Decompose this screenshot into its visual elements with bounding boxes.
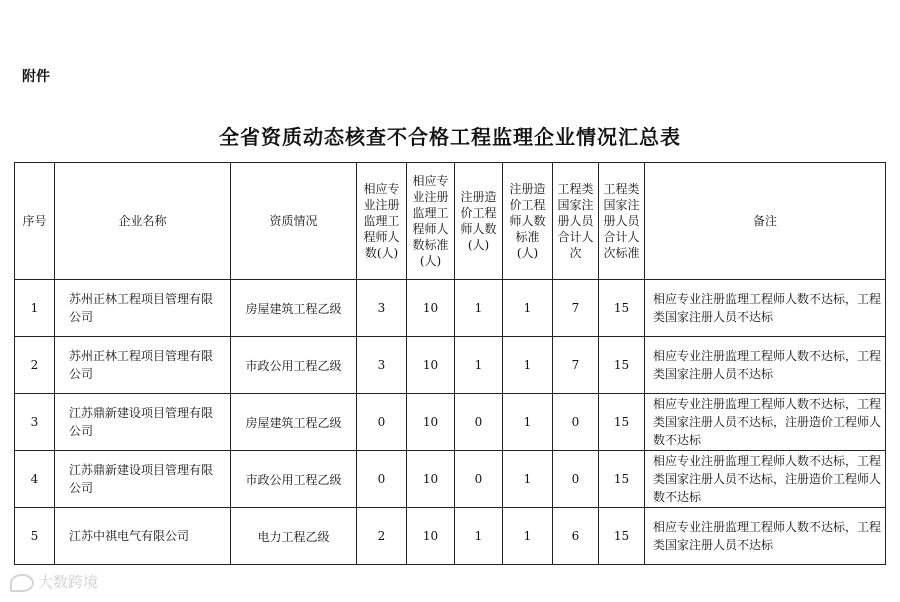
cell-supervisor-standard: 10 — [407, 394, 455, 451]
cell-national-registered-standard: 15 — [599, 394, 645, 451]
table-header-row — [15, 163, 886, 280]
cell-seq: 5 — [15, 508, 55, 565]
cell-supervisor-count: 0 — [357, 451, 407, 508]
header-national-registered-total: 工程类国家注册人员合计人次 — [553, 163, 599, 280]
cell-national-registered-total: 6 — [553, 508, 599, 565]
cell-supervisor-count: 2 — [357, 508, 407, 565]
cell-cost-engineer-count: 1 — [455, 280, 503, 337]
cell-qualification: 市政公用工程乙级 — [231, 337, 357, 394]
header-company-name: 企业名称 — [55, 163, 231, 280]
cell-national-registered-standard: 15 — [599, 280, 645, 337]
attachment-label: 附件 — [22, 69, 50, 85]
cell-national-registered-total: 7 — [553, 337, 599, 394]
cell-cost-engineer-standard: 1 — [503, 280, 553, 337]
cell-qualification: 电力工程乙级 — [231, 508, 357, 565]
cell-company-name: 江苏中祺电气有限公司 — [55, 508, 231, 565]
cell-supervisor-count: 0 — [357, 394, 407, 451]
header-qualification: 资质情况 — [231, 163, 357, 280]
document-title: 全省资质动态核查不合格工程监理企业情况汇总表 — [219, 125, 681, 149]
cell-national-registered-standard: 15 — [599, 337, 645, 394]
header-supervisor-standard: 相应专业注册监理工程师人数标准(人) — [407, 163, 455, 280]
cell-national-registered-standard: 15 — [599, 451, 645, 508]
cell-cost-engineer-standard: 1 — [503, 508, 553, 565]
cell-cost-engineer-standard: 1 — [503, 451, 553, 508]
table-row — [15, 394, 886, 451]
cell-supervisor-standard: 10 — [407, 451, 455, 508]
cell-cost-engineer-count: 1 — [455, 508, 503, 565]
cell-supervisor-standard: 10 — [407, 280, 455, 337]
cell-cost-engineer-count: 0 — [455, 394, 503, 451]
cell-national-registered-total: 0 — [553, 394, 599, 451]
table-row — [15, 337, 886, 394]
watermark: 大数跨境 — [10, 571, 98, 592]
cell-supervisor-standard: 10 — [407, 337, 455, 394]
header-supervisor-count: 相应专业注册监理工程师人数(人) — [357, 163, 407, 280]
table-row — [15, 280, 886, 337]
table-row — [15, 508, 886, 565]
cell-national-registered-standard: 15 — [599, 508, 645, 565]
cell-company-name: 江苏鼎新建设项目管理有限公司 — [55, 394, 231, 451]
cell-company-name: 苏州正林工程项目管理有限公司 — [55, 337, 231, 394]
header-cost-engineer-standard: 注册造价工程师人数标准(人) — [503, 163, 553, 280]
header-national-registered-standard: 工程类国家注册人员合计人次标准 — [599, 163, 645, 280]
cell-remark: 相应专业注册监理工程师人数不达标，工程类国家注册人员不达标 — [645, 337, 886, 394]
cell-remark: 相应专业注册监理工程师人数不达标，工程类国家注册人员不达标 — [645, 508, 886, 565]
cell-remark: 相应专业注册监理工程师人数不达标，工程类国家注册人员不达标，注册造价工程师人数不达标 — [645, 394, 886, 451]
cell-qualification: 房屋建筑工程乙级 — [231, 280, 357, 337]
cell-supervisor-count: 3 — [357, 337, 407, 394]
cell-company-name: 江苏鼎新建设项目管理有限公司 — [55, 451, 231, 508]
cell-seq: 3 — [15, 394, 55, 451]
cell-supervisor-count: 3 — [357, 280, 407, 337]
cell-supervisor-standard: 10 — [407, 508, 455, 565]
cell-seq: 1 — [15, 280, 55, 337]
cell-national-registered-total: 0 — [553, 451, 599, 508]
cell-cost-engineer-standard: 1 — [503, 394, 553, 451]
chat-bubble-icon — [10, 574, 34, 592]
cell-qualification: 房屋建筑工程乙级 — [231, 394, 357, 451]
cell-seq: 4 — [15, 451, 55, 508]
cell-remark: 相应专业注册监理工程师人数不达标，工程类国家注册人员不达标，注册造价工程师人数不达标 — [645, 451, 886, 508]
cell-seq: 2 — [15, 337, 55, 394]
header-seq: 序号 — [15, 163, 55, 280]
cell-cost-engineer-standard: 1 — [503, 337, 553, 394]
cell-cost-engineer-count: 0 — [455, 451, 503, 508]
cell-national-registered-total: 7 — [553, 280, 599, 337]
cell-remark: 相应专业注册监理工程师人数不达标，工程类国家注册人员不达标 — [645, 280, 886, 337]
cell-company-name: 苏州正林工程项目管理有限公司 — [55, 280, 231, 337]
cell-qualification: 市政公用工程乙级 — [231, 451, 357, 508]
header-remark: 备注 — [645, 163, 886, 280]
summary-table — [14, 162, 886, 565]
header-cost-engineer-count: 注册造价工程师人数(人) — [455, 163, 503, 280]
table-row — [15, 451, 886, 508]
cell-cost-engineer-count: 1 — [455, 337, 503, 394]
